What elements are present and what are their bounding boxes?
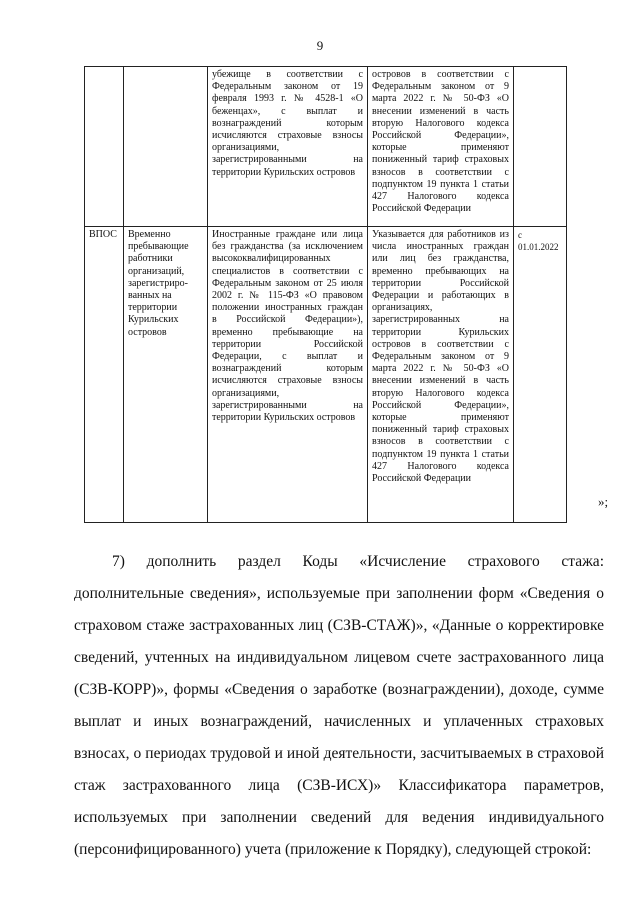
body-paragraph: 7) дополнить раздел Коды «Исчисление страхового стажа: дополнительные сведения», используемые при заполнении форм «Сведения о страховом стаже застрахованных лиц (СЗВ-СТАЖ)», «Данные о корректировке сведений, учтенных на индивидуальном лицевом счете застрахованного лица (СЗВ-КОРР)», формы «Сведения о заработке (вознаграждении), доходе, сумме выплат и иных вознаграждений, начисленных и уплаченных страховых взносах, о периодах трудовой и иной деятельности, засчитываемых в страховой стаж застрахованного лица (СЗВ-ИСХ)» Классификатора параметров, используемых при заполнении сведений для ведения индивидуального (персонифицированного) учета (приложение к Порядку), следующей строкой: xyxy=(74,553,604,858)
table-cell-notes: Указывается для работников из числа иностранных граждан или лиц без гражданства, временно пребывающих на территории Российской Федерации и работающих в организациях, зарегистрированных на территории Курильских островов в соответствии с Федеральным законом от 9 марта 2022 г. № 50-ФЗ «О внесении изменений в часть вторую Налогового кодекса Российской Федерации», которые применяют пониженный тариф страховых взносов в соответствии с подпунктом 19 пункта 1 статьи 427 Налогового кодекса Российской Федерации xyxy=(368,227,514,523)
classifier-table xyxy=(84,66,567,523)
table-cell-code xyxy=(85,67,124,227)
table-cell-date: с 01.01.2022 xyxy=(514,227,567,523)
table-cell-date xyxy=(514,67,567,227)
table-cell-description: Иностранные граждане или лица без гражданства (за исключением высококвалифицированных специалистов в соответствии с Федеральным законом от 25 июля 2002 г. № 115-ФЗ «О правовом положении иностранных граждан в Российской Федерации»), временно пребывающие на территории Российской Федерации, с выплат и вознаграждений которым исчисляются страховые взносы организациями, зарегистрированными на территории Курильских островов xyxy=(208,227,368,523)
table-row xyxy=(85,67,567,227)
table-cell-name: Временно пребывающие работники организаций, зарегистриро-ванных на территории Курильских островов xyxy=(124,227,208,523)
table-cell-name xyxy=(124,67,208,227)
table-cell-notes: островов в соответствии с Федеральным законом от 9 марта 2022 г. № 50-ФЗ «О внесении изменений в часть вторую Налогового кодекса Российской Федерации», которые применяют пониженный тариф страховых взносов в соответствии с подпунктом 19 пункта 1 статьи 427 Налогового кодекса Российской Федерации xyxy=(368,67,514,227)
table-cell-description: убежище в соответствии с Федеральным законом от 19 февраля 1993 г. № 4528-1 «О беженцах», с выплат и вознаграждений которым исчисляются страховые взносы организациями, зарегистрированными на территории Курильских островов xyxy=(208,67,368,227)
table-row xyxy=(85,227,567,523)
closing-quote-mark: »; xyxy=(598,494,609,509)
page-number: 9 xyxy=(316,38,324,53)
table-cell-code: ВПОС xyxy=(85,227,124,523)
